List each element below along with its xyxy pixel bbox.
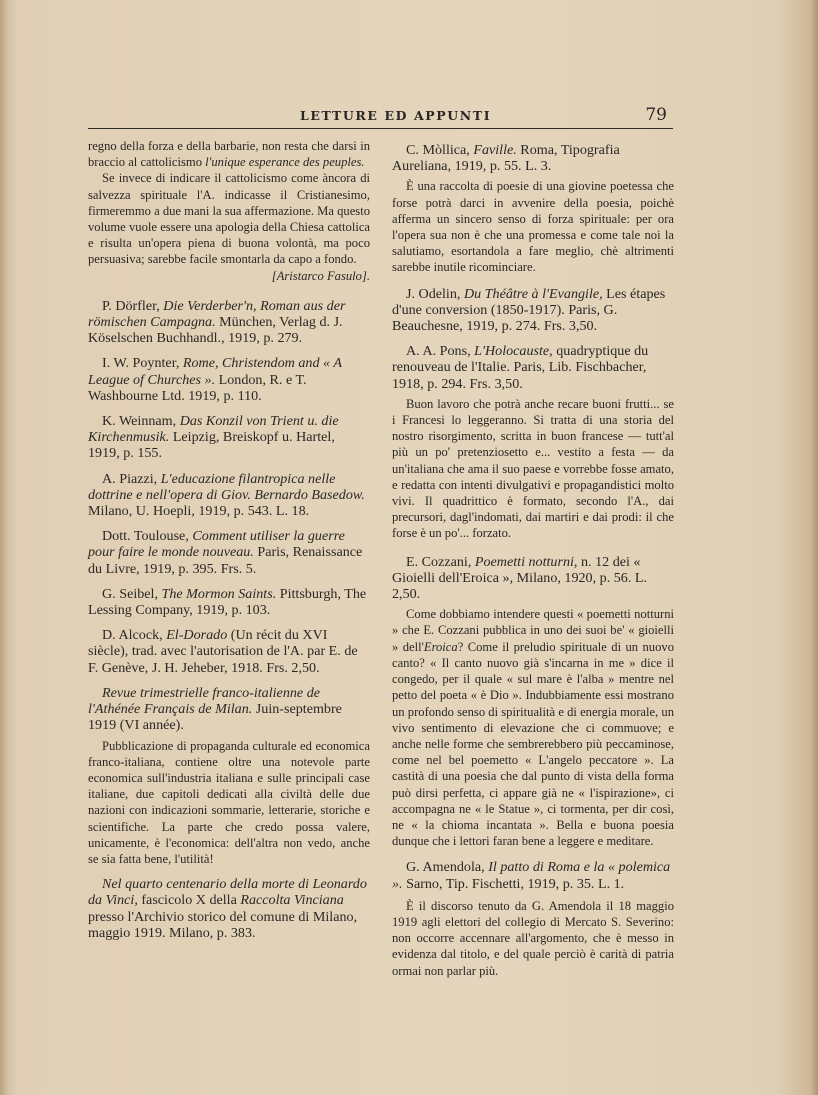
entry-author: A. Piazzi, — [102, 470, 161, 487]
entry-title: Die Verderber'n, Roman aus der römischen Campagna. — [88, 297, 346, 331]
entry-note — [88, 738, 370, 868]
entry-title: The Mormon Saints. — [161, 585, 277, 602]
review-quote: l'unique esperance des peuples. — [205, 155, 365, 170]
book-entry — [392, 286, 674, 335]
entry-details: Pittsburgh, The Lessing Company, 1919, p. 103. — [88, 585, 367, 619]
entry-title: Das Konzil von Trient u. die Kirchenmusik. — [88, 413, 339, 446]
entry-note — [392, 178, 674, 275]
entry-author: D. Alcock, — [102, 627, 167, 644]
entry-note-text: È una raccolta di poesie di una giovine poetessa che forse potrà darci in avvenire della poesia, poichè afferma un sincero senso di forza spirituale: per ora l'opera sua non è che una promessa e come tale noi la salutiamo, esortandola a fare meglio, chè altrimenti sarebbe inutile ricominciare. — [392, 179, 674, 275]
review-paragraph-1 — [88, 138, 370, 170]
book-entry — [88, 528, 370, 577]
entry-author: K. Weinnam, — [102, 413, 180, 430]
entry-details: Milano, U. Hoepli, 1919, p. 543. L. 18. — [88, 503, 310, 520]
book-entry — [88, 413, 370, 462]
note-italic: Eroica — [423, 639, 458, 654]
book-entry — [88, 471, 370, 520]
entry-details: Sarno, Tip. Fischetti, 1919, p. 35. L. 1. — [402, 875, 625, 892]
left-column — [88, 138, 370, 941]
entry-details: presso l'Archivio storico del comune di Milano, maggio 1919. Milano, p. 383. — [88, 908, 358, 941]
book-entry — [88, 685, 370, 734]
note-text: Come dobbiamo intendere questi « poemetti notturni » che E. Cozzani pubblica in uno dei suoi be' « gioielli » dell' — [392, 607, 674, 654]
page-number: 79 — [645, 105, 667, 125]
entry-note-text: Buon lavoro che potrà anche recare buoni frutti... se i Francesi lo leggeranno. Si tratta di una storia del nostro risorgimento, scritta in buon francese — tutt'al più un po' pretenziosetto e... vestito a festa — da un'italiana che ama il suo paese e vorrebbe fosse amato, e redatta con intenti divulgativi e propagandistici molto vivi. Il quadrittico è formato, secondo l'A., dai precursori, dagl'indomati, dai martiri e dai prodi: il che forse è un po'... forzato. — [392, 396, 674, 541]
book-entry — [88, 627, 370, 676]
entry-note-text — [392, 606, 674, 849]
entry-author: E. Cozzani, — [406, 553, 475, 570]
book-entry — [88, 355, 370, 404]
note-text: ? Come il preludio spirituale di un nuovo canto? « Il canto nuovo già s'incarna in me » dice il congedo, per il quale « sul mare è l'alba » mentre nel petto del poeta « è Dio ». Indubbiamente essi mostrano un profondo senso di spiritualità e di energia morale, un vivo sentimento di elevazione che ci commuove; e anche nelle forme che sembrerebbero più peccaminose, come nel bel poemetto « L'angelo peccatore ». La castità di una poesia che dal punto di vista della forma può dirsi perfetta, ci appare già ne « l'ispirazione», ci accompagna ne « le Statue », ci tormenta, per dir così, ne « la chioma incantata ». Bella e buona poesia dunque che i lettori faran bene a leggere e meditare. — [392, 639, 674, 849]
entry-details: quadryptique du renouveau de l'Italie. Paris, Lib. Fischbacher, 1918, p. 294. Frs. 3,50. — [392, 343, 649, 392]
entry-note — [392, 898, 674, 979]
entry-details: Roma, Tipografia Aureliana, 1919, p. 55. L. 3. — [392, 142, 620, 175]
review-continuation — [88, 138, 370, 284]
entry-title: Rome, Christendom and « A League of Churches ». — [88, 355, 342, 388]
review-signature: [Aristarco Fasulo]. — [271, 268, 370, 283]
entry-author: G. Amendola, — [406, 859, 489, 876]
entry-details: London, R. e T. Washbourne Ltd. 1919, p. 110. — [88, 371, 307, 404]
book-entry — [392, 343, 674, 392]
entry-author: I. W. Poynter, — [102, 355, 183, 372]
entry-title: Nel quarto centenario della morte di Leonardo da Vinci, — [88, 876, 367, 909]
entry-title: Il patto di Roma e la « polemica ». — [392, 859, 671, 892]
entry-details: Paris, Renaissance du Livre, 1919, p. 395. Frs. 5. — [88, 544, 363, 577]
entry-title: Revue trimestrielle franco-italienne de l'Athénée Français de Milan. — [88, 684, 320, 718]
entry-title: L'Holocauste, — [474, 343, 553, 360]
entry-note-text: Pubblicazione di propaganda culturale ed economica franco-italiana, contiene oltre una notevole parte economica sull'industria italiana e sulle principali case italiane, due capitoli dedicati alla civiltà delle due nazioni con indicazioni sommarie, letterarie, storiche e scientifiche. La parte che credo possa valere, unicamente, è l'economica: dell'altra non vedo, anche se sia fatta bene, l'utilità! — [88, 738, 370, 866]
review-text: Se invece di indicare il cattolicismo come àncora di salvezza spirituale l'A. indicasse il Cristianesimo, firmeremmo a due mani la sua affermazione. Ma questo volume vuole essere una apologia della Chiesa cattolica e risulta un'opera piena di buona volontà, ma poco persuasiva; sarebbe facile smontarla da capo a fondo. — [88, 171, 370, 267]
entry-note — [392, 606, 674, 849]
right-column — [392, 142, 674, 979]
review-paragraph-2 — [88, 170, 370, 267]
entry-author: G. Seibel, — [102, 585, 162, 602]
entry-details: (Un récit du XVI siècle), trad. avec l'autorisation de l'A. par E. de F. Genève, J. H. Jeheber, 1918. Frs. 2,50. — [88, 627, 358, 676]
entry-details: München, Verlag d. J. Köselschen Buchhandl., 1919, p. 279. — [88, 314, 343, 347]
entry-details: Les étapes d'une conversion (1850-1917). Paris, G. Beauchesne, 1919, p. 274. Frs. 3,50. — [392, 285, 666, 335]
entry-title: Comment utiliser la guerre pour faire le monde nouveau. — [88, 528, 345, 561]
entry-title: L'educazione filantropica nelle dottrine e nell'opera di Giov. Bernardo Basedow. — [88, 470, 365, 503]
book-entry — [392, 554, 674, 603]
entry-author: A. A. Pons, — [406, 343, 475, 360]
entry-details: Juin-septembre 1919 (VI année). — [88, 701, 342, 734]
entry-title: Du Théâtre à l'Evangile, — [463, 285, 603, 302]
entry-note-text: È il discorso tenuto da G. Amendola il 18 maggio 1919 agli elettori del collegio di Mercato S. Severino: non occorre accennare all'argomento, che è messo in evidenza dal titolo, e del quale perciò è carità di patria ormai non parlar più. — [392, 898, 674, 978]
book-entry — [88, 876, 370, 941]
book-entry — [88, 586, 370, 618]
entry-details: n. 12 dei « Gioielli dell'Eroica », Milano, 1920, p. 56. L. 2,50. — [392, 553, 648, 603]
book-entry — [392, 859, 674, 891]
entry-title: Raccolta Vinciana — [240, 892, 344, 909]
entry-author: P. Dörfler, — [102, 297, 164, 314]
entry-title: Poemetti notturni, — [474, 553, 578, 570]
entry-note — [392, 396, 674, 542]
running-head: LETTURE ED APPUNTI — [300, 108, 492, 123]
entry-title: Faville. — [473, 142, 517, 158]
review-text: regno della forza e della barbarie, non resta che darsi in braccio al cattolicismo — [88, 139, 370, 170]
entry-author: C. Mòllica, — [406, 142, 474, 158]
book-entry — [88, 298, 370, 347]
entry-author: J. Odelin, — [406, 285, 464, 302]
entry-details: Leipzig, Breiskopf u. Hartel, 1919, p. 155. — [88, 429, 335, 462]
entry-details: fascicolo X della — [137, 892, 241, 909]
entry-author: Dott. Toulouse, — [102, 528, 193, 545]
entry-title: El-Dorado — [166, 627, 228, 644]
page-header — [88, 104, 673, 129]
book-entry — [392, 142, 674, 174]
